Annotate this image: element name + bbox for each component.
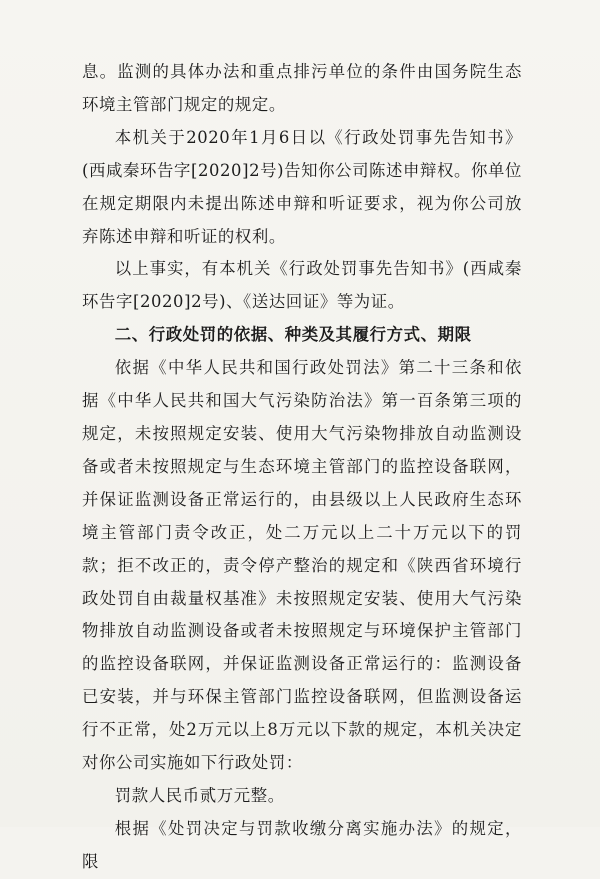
paragraph-legal-basis: 依据《中华人民共和国行政处罚法》第二十三条和依据《中华人民共和国大气污染防治法》第一百条第三项的规定，未按照规定安装、使用大气污染物排放自动监测设备或者未按照规定与生态环境主管部门的监控设备联网，并保证监测设备正常运行的，由县级以上人民政府生态环境主管部门责令改正，处二万元以上二十万元以下的罚款；拒不改正的，责令停产整治的规定和《陕西省环境行政处罚自由裁量权基准》未按照规定安装、使用大气污染物排放自动监测设备或者未按照规定与环境保护主管部门的监控设备联网，并保证监测设备正常运行的：监测设备已安装，并与环保主管部门监控设备联网，但监测设备运行不正常，处2万元以上8万元以下款的规定，本机关决定对你公司实施如下行政处罚：	[82, 358, 522, 773]
paragraph-continuation: 息。监测的具体办法和重点排污单位的条件由国务院生态环境主管部门规定的规定。	[82, 62, 522, 114]
paragraph-evidence: 以上事实，有本机关《行政处罚事先告知书》(西咸秦环告字[2020]2号)、《送达回证》等为证。	[82, 259, 522, 312]
paragraph-payment-rule: 根据《处罚决定与罚款收缴分离实施办法》的规定，限	[82, 818, 522, 871]
section-heading: 二、行政处罚的依据、种类及其履行方式、期限	[114, 325, 472, 345]
paragraph-notice: 本机关于2020年1月6日以《行政处罚事先告知书》(西咸秦环告字[2020]2号)告知你公司陈述申辩权。你单位在规定期限内未提出陈述申辩和听证要求，视为你公司放弃陈述申辩和听证的权利。	[82, 127, 522, 246]
paragraph-fine-amount: 罚款人民币贰万元整。	[114, 785, 285, 805]
document-body	[82, 56, 522, 879]
